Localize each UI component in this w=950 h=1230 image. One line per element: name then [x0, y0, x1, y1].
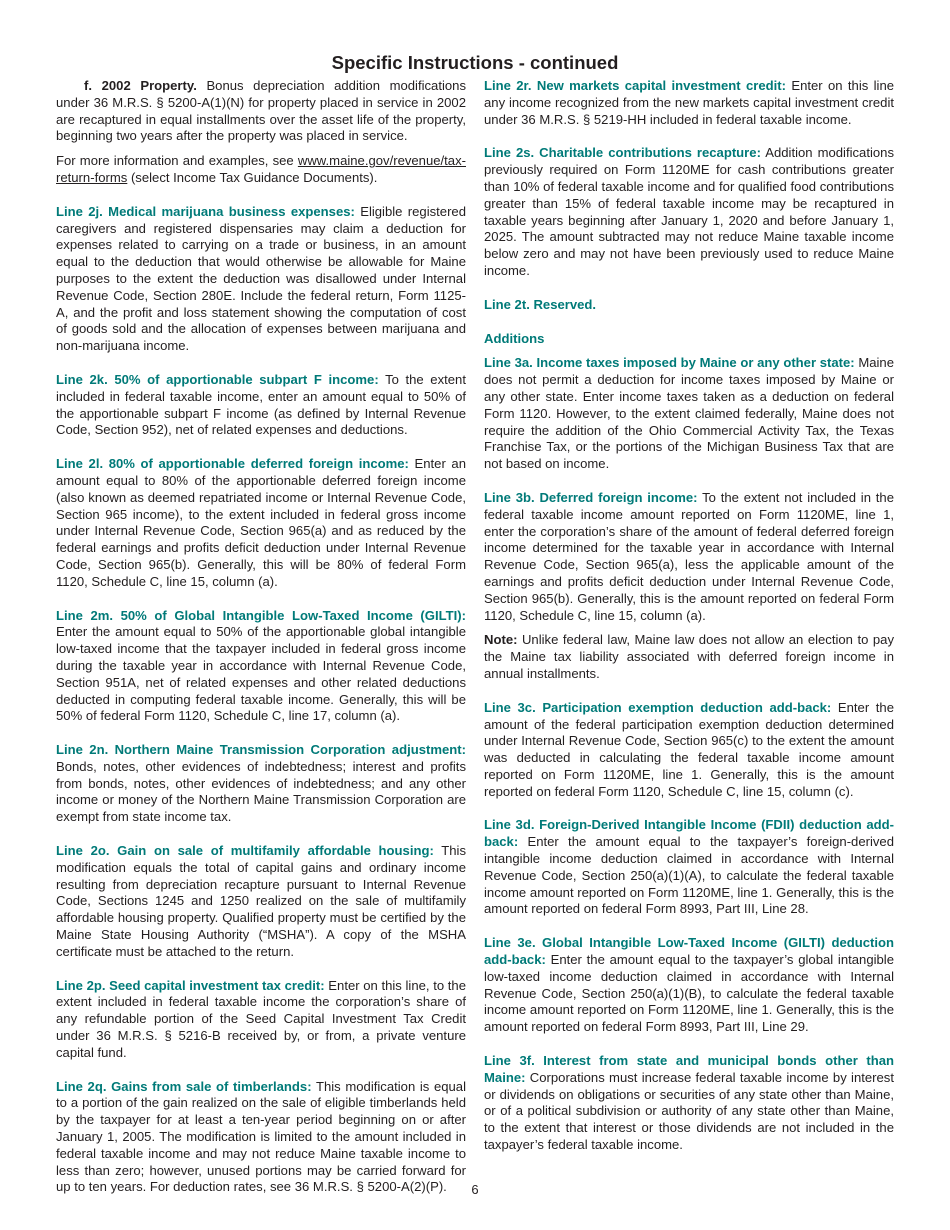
left-column — [56, 78, 466, 1213]
note-paragraph — [484, 632, 894, 682]
section-line-2s — [484, 145, 894, 279]
page-number: 6 — [471, 1182, 479, 1197]
more-info-prefix: For more information and examples, see — [56, 153, 298, 169]
section-body: Enter the amount of the federal participation exemption deduction determined under Internal Revenue Code, Section 965(c) to the extent the amount was deducted in calculating the federal taxable income amount reported on Form 1120ME, line 1. Generally, this is the amount reported on federal Form 1120, Schedule C, line 15, column (c). — [484, 699, 894, 799]
section-line-2o — [56, 843, 466, 961]
section-heading: Line 2n. Northern Maine Transmission Corporation adjustment: — [56, 742, 466, 758]
section-line-2p — [56, 978, 466, 1062]
section-line-2r — [484, 78, 894, 128]
section-body: Enter the amount equal to the taxpayer’s foreign-derived intangible income deduction claimed in accordance with Internal Revenue Code, Section 250(a)(1)(A), to calculate the federal taxable income amount reported on Form 1120ME, line 1. Generally, this is the amount reported on federal Form 8993, Part III, Line 28. — [484, 834, 894, 917]
section-heading: f. 2002 Property. — [84, 78, 197, 93]
section-heading: Line 2l. 80% of apportionable deferred foreign income: — [56, 456, 409, 472]
section-line-3b — [484, 490, 894, 624]
section-body: This modification is equal to a portion of the gain realized on the sale of eligible timberlands held by the taxpayer for at least a ten-year period beginning on or after January 1, 2005. The modification is limited to the amount included in federal taxable income and may not reduce Maine taxable income to less than zero; however, unused portions may be carried forward for up to ten years. For deduction rates, see 36 M.R.S. § 5200-A(2)(P). — [56, 1078, 466, 1195]
section-heading: Line 3c. Participation exemption deduction add-back: — [484, 699, 832, 715]
section-heading: Additions — [484, 330, 545, 346]
page-title: Specific Instructions - continued — [331, 52, 619, 73]
note-label: Note: — [484, 632, 518, 648]
more-info-suffix: (select Income Tax Guidance Documents). — [127, 169, 378, 185]
section-heading: Line 2k. 50% of apportionable subpart F income: — [56, 371, 379, 387]
section-line-3c — [484, 700, 894, 801]
section-body: Eligible registered caregivers and registered dispensaries may claim a deduction for expenses related to carrying on a trade or business, in an amount equal to the deduction that would otherwise be allowable for Maine purposes to the extent the deduction was disallowed under Internal Revenue Code, Section 280E. Include the federal return, Form 1125-A, and the profit and loss statement showing the computation of cost of goods sold and the allocation of expenses between marijuana and non-marijuana income. — [56, 203, 466, 354]
additions-heading — [484, 331, 894, 348]
section-line-3a — [484, 355, 894, 473]
section-body: This modification equals the total of capital gains and ordinary income resulting from depreciation recapture pursuant to Internal Revenue Code, Sections 1245 and 1250 realized on the sale of multifamily affordable housing property. Qualified property must be certified by the Maine State Housing Authority (“MSHA”). A copy of the MSHA certificate must be attached to the return. — [56, 843, 466, 959]
section-heading: Line 2m. 50% of Global Intangible Low-Taxed Income (GILTI): — [56, 607, 466, 623]
section-body: Enter on this line, to the extent included in federal taxable income the corporation’s share of any refundable portion of the Seed Capital Investment Tax Credit under 36 M.R.S. § 5216-B received by, or from, a private venture capital fund. — [56, 977, 466, 1060]
section-body: Maine does not permit a deduction for income taxes imposed by Maine or any other state. Enter income taxes taken as a deduction on federal Form 1120. However, to the extent claimed federally, Maine does not require the addition of the Ohio Commercial Activity Tax, the Texas Franchise Tax, or the portions of the Michigan Business Tax that are not based on income. — [484, 355, 894, 472]
section-heading: Line 2s. Charitable contributions recapture: — [484, 145, 761, 161]
section-heading: Line 2r. New markets capital investment credit: — [484, 78, 787, 93]
section-heading: Line 2p. Seed capital investment tax credit: — [56, 977, 325, 993]
section-line-2t — [484, 297, 894, 314]
section-body: Enter the amount equal to the taxpayer’s global intangible low-taxed income deduction claimed in accordance with Internal Revenue Code, Section 250(a)(1)(B), to calculate the federal taxable income amount reported on Form 1120ME, line 1. Generally, this is the amount reported on federal Form 8993, Part III, Line 29. — [484, 952, 894, 1035]
section-body: Bonds, notes, other evidences of indebtedness; interest and profits from bonds, notes, other evidences of indebtedness; and any other income or money of the Northern Maine Transmission Corporation are exempt from state income tax. — [56, 758, 466, 825]
section-heading: Line 2t. Reserved. — [484, 296, 597, 312]
section-2002-property — [56, 78, 466, 145]
section-heading: Line 2q. Gains from sale of timberlands: — [56, 1078, 312, 1094]
section-body: Enter on this line any income recognized from the new markets capital investment credit under 36 M.R.S. § 5219-HH included in federal taxable income. — [484, 78, 895, 127]
section-heading: Line 3b. Deferred foreign income: — [484, 489, 698, 505]
section-line-2q — [56, 1079, 466, 1197]
section-body: To the extent not included in the federal taxable income amount reported on Form 1120ME, line 1, enter the corporation’s share of the amount of federal deferred foreign income determined for the taxable year in accordance with Internal Revenue Code, Section 965(a), less the applicable amount of the earnings and profits deficit deduction under Internal Revenue Code, Section 965(b). Generally, this is the amount reported on federal Form 1120, Schedule C, line 15, column (a). — [484, 489, 894, 623]
section-body: Corporations must increase federal taxable income by interest or dividends on obligations or securities of any state other than Maine, or of a political subdivision or authority of any state other than Maine, to the extent that interest or those dividends are not included in the taxpayer’s federal taxable income. — [484, 1069, 894, 1153]
right-column — [484, 78, 894, 1171]
section-heading: Line 3d. Foreign-Derived Intangible Income (FDII) deduction add-back: — [484, 817, 894, 850]
section-body: Enter the amount equal to 50% of the apportionable global intangible low-taxed income that the taxpayer included in federal gross income during the taxable year in accordance with Internal Revenue Code, Section 951A, net of related expenses and other related deductions deducted in computing federal taxable income. Generally, this will be 50% of federal Form 1120, Schedule C, line 17, column (a). — [56, 624, 466, 724]
more-info-paragraph — [56, 153, 466, 187]
section-heading: Line 3f. Interest from state and municipal bonds other than Maine: — [484, 1053, 894, 1085]
section-line-3e — [484, 935, 894, 1036]
section-heading: Line 3a. Income taxes imposed by Maine or any other state: — [484, 355, 855, 371]
section-line-2l — [56, 456, 466, 590]
section-body: Addition modifications previously required on Form 1120ME for cash contributions greater than 10% of federal taxable income and for qualified food contributions greater than 15% of federal taxable income may be recaptured in taxable years beginning after January 1, 2020 and before January 1, 2025. The amount subtracted may not reduce Maine taxable income below zero and may not have been previously used to reduce Maine income. — [484, 145, 894, 278]
section-line-3f — [484, 1053, 894, 1154]
section-line-2m — [56, 608, 466, 726]
section-body: To the extent included in federal taxable income, enter an amount equal to 50% of the apportionable subpart F income (as defined by Internal Revenue Code, Section 952), net of related expenses and deductions. — [56, 371, 466, 438]
section-line-2j — [56, 204, 466, 355]
maine-revenue-link[interactable]: www.maine.gov/revenue/tax-return-forms — [56, 153, 466, 185]
section-body: Enter an amount equal to 80% of the apportionable deferred foreign income (also known as deemed repatriated income or Internal Revenue Code, Section 965 income), to the extent included in federal gross income under Internal Revenue Code, Section 965(a) and as reduced by the federal earnings and profits deficit deduction under Internal Revenue Code, Section 965(b). Generally, this will be 80% of federal Form 1120, Schedule C, line 15, column (a). — [56, 456, 467, 589]
section-line-3d — [484, 817, 894, 918]
section-heading: Line 2j. Medical marijuana business expenses: — [56, 203, 355, 219]
section-line-2n — [56, 742, 466, 826]
note-body: Unlike federal law, Maine law does not allow an election to pay the Maine tax liability associated with deferred foreign income in annual installments. — [484, 632, 894, 681]
section-heading: Line 3e. Global Intangible Low-Taxed Income (GILTI) deduction add-back: — [484, 935, 894, 968]
section-body: Bonus depreciation addition modifications under 36 M.R.S. § 5200-A(1)(N) for property placed in service in 2002 are recaptured in equal installments over the asset life of the property, beginning two years after the property was placed in service. — [56, 78, 466, 144]
section-heading: Line 2o. Gain on sale of multifamily affordable housing: — [56, 843, 434, 859]
section-line-2k — [56, 372, 466, 439]
